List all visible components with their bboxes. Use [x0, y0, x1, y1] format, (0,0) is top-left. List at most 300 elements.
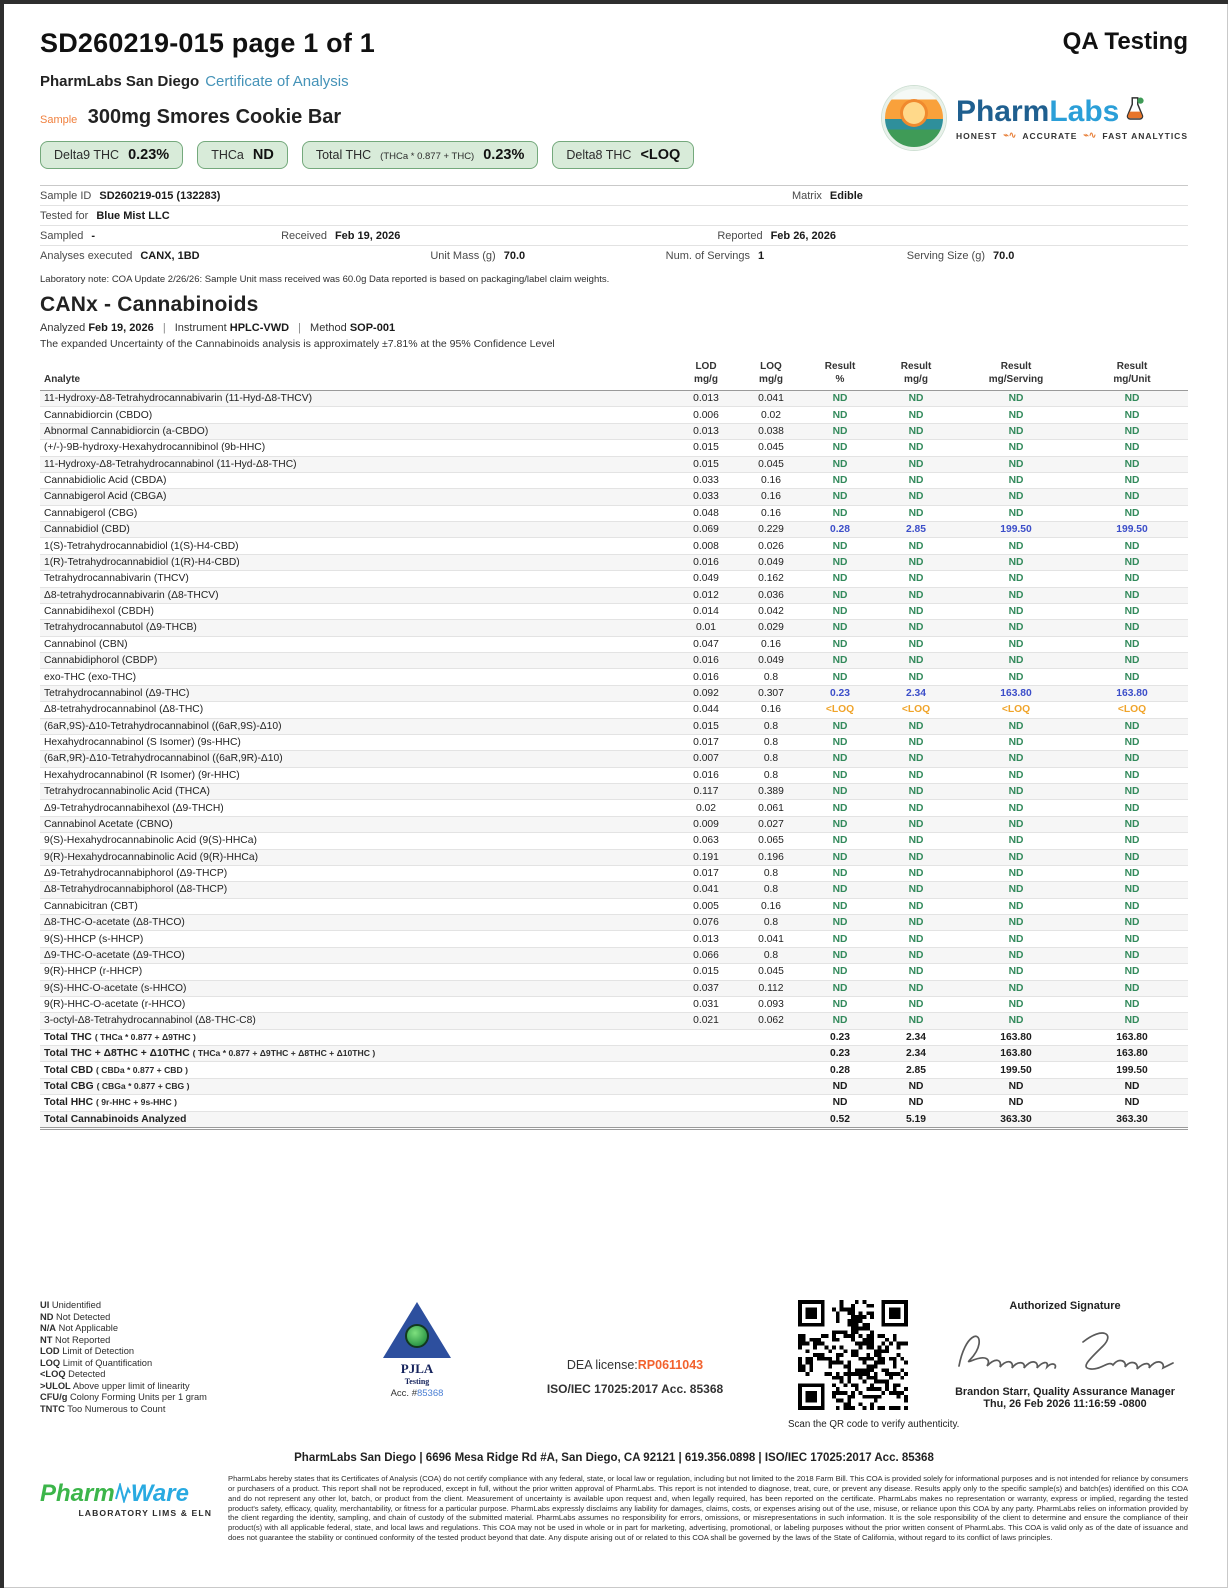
sample-line — [40, 106, 694, 129]
result-pct-cell: ND — [804, 816, 876, 832]
result-serving-cell: ND — [956, 980, 1076, 996]
result-mgg-cell: ND — [876, 653, 956, 669]
authorized-signature-label: Authorized Signature — [1009, 1300, 1121, 1312]
instrument-value: HPLC-VWD — [229, 322, 290, 334]
result-serving-cell: ND — [956, 603, 1076, 619]
legend-item: LOD Limit of Detection — [40, 1346, 135, 1357]
table-row — [40, 849, 1188, 865]
analyte-name: 9(R)-Hexahydrocannabinolic Acid (9(R)-HHCa) — [44, 851, 259, 863]
result-pct-cell: ND — [804, 571, 876, 587]
result-mgg-cell: <LOQ — [876, 702, 956, 718]
result-unit-cell: ND — [1076, 407, 1188, 423]
lod-cell: 0.033 — [674, 489, 738, 505]
result-mgg-cell: ND — [876, 784, 956, 800]
analyte-name: exo-THC (exo-THC) — [44, 671, 137, 683]
result-pct-cell: ND — [804, 391, 876, 407]
lod-cell: 0.016 — [674, 554, 738, 570]
badge-value: ND — [252, 147, 274, 163]
result-serving-cell: ND — [956, 816, 1076, 832]
loq-cell: 0.8 — [738, 882, 804, 898]
result-unit-cell: ND — [1076, 980, 1188, 996]
legend-item: CFU/g Colony Forming Units per 1 gram — [40, 1392, 207, 1403]
result-unit-cell: ND — [1076, 898, 1188, 914]
logo-tagline — [956, 130, 1188, 141]
analyte-name: Tetrahydrocannabutol (Δ9-THCB) — [44, 622, 197, 634]
table-row — [40, 734, 1188, 750]
legend-item: <LOQ Detected — [40, 1369, 106, 1380]
table-row — [40, 407, 1188, 423]
table-row — [40, 702, 1188, 718]
loq-cell — [738, 1062, 804, 1078]
lod-cell — [674, 1062, 738, 1078]
uncertainty-note: The expanded Uncertainty of the Cannabinoids analysis is approximately ±7.81% at the 95% Confidence Level — [40, 338, 555, 350]
result-unit-cell: ND — [1076, 653, 1188, 669]
lod-cell: 0.117 — [674, 784, 738, 800]
lod-cell: 0.016 — [674, 767, 738, 783]
result-pct-cell: ND — [804, 1078, 876, 1094]
unit-mass-value: 70.0 — [503, 250, 526, 262]
result-serving-cell: 163.80 — [956, 685, 1076, 701]
qr-caption: Scan the QR code to verify authenticity. — [788, 1419, 960, 1430]
analyte-name: Total THC — [44, 1031, 92, 1043]
result-pct-cell: ND — [804, 751, 876, 767]
result-mgg-cell: ND — [876, 980, 956, 996]
analyte-name: 9(S)-HHC-O-acetate (s-HHCO) — [44, 982, 187, 994]
table-row — [40, 816, 1188, 832]
result-unit-cell: 199.50 — [1076, 1062, 1188, 1078]
summary-badges — [40, 141, 694, 169]
result-serving-cell: ND — [956, 653, 1076, 669]
result-serving-cell: ND — [956, 489, 1076, 505]
result-mgg-cell: ND — [876, 849, 956, 865]
result-pct-cell: 0.52 — [804, 1111, 876, 1128]
result-unit-cell: ND — [1076, 734, 1188, 750]
result-pct-cell: 0.23 — [804, 1046, 876, 1062]
header-left — [40, 73, 694, 169]
result-pct-cell: ND — [804, 620, 876, 636]
tagline-fast: FAST ANALYTICS — [1102, 130, 1188, 141]
sample-id-value: SD260219-015 (132283) — [99, 190, 221, 202]
legend-item: LOQ Limit of Quantification — [40, 1357, 153, 1368]
reported-label: Reported — [717, 230, 763, 242]
result-mgg-cell: 2.85 — [876, 1062, 956, 1078]
result-unit-cell: 163.80 — [1076, 1029, 1188, 1045]
result-serving-cell: ND — [956, 996, 1076, 1012]
analyte-name: Δ9-Tetrahydrocannabiphorol (Δ9-THCP) — [44, 868, 228, 880]
result-pct-cell: 0.28 — [804, 522, 876, 538]
legend-item: ND Not Detected — [40, 1311, 111, 1322]
tagline-accurate: ACCURATE — [1022, 130, 1078, 141]
result-unit-cell: ND — [1076, 915, 1188, 931]
loq-cell: 0.8 — [738, 947, 804, 963]
loq-cell: 0.8 — [738, 865, 804, 881]
loq-cell: 0.041 — [738, 931, 804, 947]
lod-cell: 0.016 — [674, 653, 738, 669]
result-serving-cell: ND — [956, 505, 1076, 521]
result-mgg-cell: ND — [876, 915, 956, 931]
legal-disclaimer: PharmLabs hereby states that its Certificates of Analysis (COA) do not certify compliance with any federal, state, or local law or regulation, including but not limited to the 2018 Farm Bill. This COA is provided solely for informational purposes and is not intended for reliance by consumers or purchasers of a product. This report shall not be reproduced, except in full, without the prior written approval of PharmLabs. This report is not intended to diagnose, treat, cure, or prevent any disease. Results apply only to the specific sample(s) and batch(es) identified on this COA and do not represent any other lot, batch, or product from the client. Measurement of uncertainty is available upon request and, when legally required, has been reported on the certificate. PharmLabs makes no representation or warranty, express or implied, regarding the tested product's safety, efficacy, quality, merchantability, or fitness for a particular purpose. PharmLabs expressly disclaims any liability for damages, claims, costs, or expenses arising out of the use, misuse, or reliance upon this COA by any party. PharmLabs relies on information provided by the client regarding the identity, sampling, and chain of custody of the submitted material. PharmLabs assumes no responsibility for errors, omissions, or misrepresentations in such information. It is the sole responsibility of the client to determine and ensure the compliance of their product(s) with all applicable federal, state, and local laws and regulations. This COA may not be used in whole or in part for marketing, advertising, promotional, or labeling purposes without the prior written consent of PharmLabs. This COA is valid only as of the date of issuance and does not guarantee the stability or continued conformity of the tested product beyond that date. Any dispute arising out of or related to this COA shall be governed by the laws of the State of California, without regard to its conflict of laws principles. — [228, 1474, 1188, 1543]
table-row — [40, 1062, 1188, 1078]
analyte-name: 11-Hydroxy-Δ8-Tetrahydrocannabivarin (11-Hyd-Δ8-THCV) — [44, 393, 313, 405]
analyzed-label: Analyzed — [40, 322, 86, 334]
result-pct-cell: ND — [804, 472, 876, 488]
loq-cell: 0.16 — [738, 505, 804, 521]
result-serving-cell: ND — [956, 964, 1076, 980]
lod-cell: 0.016 — [674, 669, 738, 685]
result-unit-cell: ND — [1076, 751, 1188, 767]
result-mgg-cell: ND — [876, 833, 956, 849]
result-serving-cell: ND — [956, 800, 1076, 816]
loq-cell: 0.041 — [738, 391, 804, 407]
badge-label: Delta9 THC — [54, 148, 120, 162]
pharmlabs-wordmark — [956, 95, 1188, 127]
result-mgg-cell: 2.34 — [876, 1029, 956, 1045]
loq-cell — [738, 1111, 804, 1128]
method-value: SOP-001 — [349, 322, 396, 334]
analyte-name: 9(R)-HHCP (r-HHCP) — [44, 966, 143, 978]
analyte-name: Cannabigerol (CBG) — [44, 507, 138, 519]
loq-cell: 0.061 — [738, 800, 804, 816]
lod-cell: 0.044 — [674, 702, 738, 718]
sampled-label: Sampled — [40, 230, 84, 242]
loq-cell: 0.8 — [738, 751, 804, 767]
result-mgg-cell: ND — [876, 571, 956, 587]
dea-license-label: DEA license: — [566, 1358, 638, 1372]
analyte-name: 11-Hydroxy-Δ8-Tetrahydrocannabinol (11-Hyd-Δ8-THC) — [44, 458, 297, 470]
result-unit-cell: ND — [1076, 636, 1188, 652]
result-mgg-cell: 2.85 — [876, 522, 956, 538]
loq-cell — [738, 1095, 804, 1111]
badge-thca — [197, 141, 288, 169]
table-row — [40, 898, 1188, 914]
result-unit-cell: ND — [1076, 800, 1188, 816]
loq-cell: 0.8 — [738, 915, 804, 931]
result-mgg-cell: ND — [876, 603, 956, 619]
sampled-value: - — [91, 230, 96, 242]
result-pct-cell: ND — [804, 1013, 876, 1029]
result-unit-cell: ND — [1076, 669, 1188, 685]
result-mgg-cell: ND — [876, 1095, 956, 1111]
lod-cell: 0.015 — [674, 456, 738, 472]
result-pct-cell: ND — [804, 653, 876, 669]
result-serving-cell: ND — [956, 718, 1076, 734]
loq-cell: 0.16 — [738, 702, 804, 718]
result-mgg-cell: 5.19 — [876, 1111, 956, 1128]
result-pct-cell: ND — [804, 505, 876, 521]
result-unit-cell: ND — [1076, 587, 1188, 603]
analyte-name: Cannabinol Acetate (CBNO) — [44, 818, 173, 830]
result-serving-cell: ND — [956, 915, 1076, 931]
analyte-name: Δ9-THC-O-acetate (Δ9-THCO) — [44, 949, 185, 961]
result-pct-cell: 0.23 — [804, 1029, 876, 1045]
header-row — [40, 73, 1188, 169]
tested-for-value: Blue Mist LLC — [96, 210, 170, 222]
wordmark-labs: Labs — [1049, 95, 1120, 128]
result-serving-cell: ND — [956, 391, 1076, 407]
result-unit-cell: ND — [1076, 391, 1188, 407]
result-mgg-cell: ND — [876, 587, 956, 603]
badge-value: 0.23% — [483, 147, 525, 163]
loq-cell: 0.307 — [738, 685, 804, 701]
result-pct-cell: ND — [804, 489, 876, 505]
signature-script — [945, 1322, 1185, 1380]
analyte-formula: ( CBDa * 0.877 + CBD ) — [96, 1064, 188, 1075]
result-unit-cell: <LOQ — [1076, 702, 1188, 718]
instrument-label: Instrument — [174, 322, 227, 334]
table-row — [40, 1046, 1188, 1062]
lod-cell: 0.069 — [674, 522, 738, 538]
pharmlabs-seal-icon — [882, 86, 946, 150]
result-serving-cell: <LOQ — [956, 702, 1076, 718]
table-row — [40, 391, 1188, 407]
lod-cell — [674, 1078, 738, 1094]
table-row — [40, 833, 1188, 849]
lod-cell: 0.01 — [674, 620, 738, 636]
result-serving-cell: ND — [956, 1078, 1076, 1094]
result-serving-cell: ND — [956, 882, 1076, 898]
analyte-name: Δ8-tetrahydrocannabivarin (Δ8-THCV) — [44, 589, 219, 601]
qr-block — [788, 1300, 960, 1430]
loq-cell: 0.112 — [738, 980, 804, 996]
analyte-name: Δ8-tetrahydrocannabinol (Δ8-THC) — [44, 704, 204, 716]
analyte-name: Tetrahydrocannabinol (Δ9-THC) — [44, 687, 190, 699]
result-serving-cell: ND — [956, 784, 1076, 800]
abbreviation-legend — [40, 1300, 302, 1415]
result-pct-cell: 0.23 — [804, 685, 876, 701]
result-mgg-cell: ND — [876, 718, 956, 734]
result-serving-cell: ND — [956, 833, 1076, 849]
analyte-formula: ( THCa * 0.877 + Δ9THC ) — [94, 1031, 196, 1042]
loq-cell: 0.062 — [738, 1013, 804, 1029]
loq-cell: 0.8 — [738, 669, 804, 685]
lod-cell: 0.015 — [674, 440, 738, 456]
document-id: SD260219-015 page 1 of 1 — [40, 28, 375, 58]
result-pct-cell: ND — [804, 423, 876, 439]
result-pct-cell: ND — [804, 996, 876, 1012]
table-row — [40, 1078, 1188, 1094]
analyte-name: Cannabidiphorol (CBDP) — [44, 655, 158, 667]
loq-cell — [738, 1078, 804, 1094]
result-mgg-cell: ND — [876, 947, 956, 963]
analyte-name: Cannabinol (CBN) — [44, 638, 128, 650]
table-row — [40, 620, 1188, 636]
result-pct-cell: ND — [804, 849, 876, 865]
result-pct-cell: ND — [804, 784, 876, 800]
result-pct-cell: ND — [804, 800, 876, 816]
result-pct-cell: ND — [804, 833, 876, 849]
result-unit-cell: ND — [1076, 865, 1188, 881]
lod-cell: 0.076 — [674, 915, 738, 931]
result-pct-cell: ND — [804, 734, 876, 750]
table-row — [40, 767, 1188, 783]
pjla-acc-number: Acc. #85368 — [390, 1388, 444, 1399]
analyte-name: Cannabidiolic Acid (CBDA) — [44, 475, 167, 487]
result-serving-cell: ND — [956, 669, 1076, 685]
result-serving-cell: ND — [956, 1095, 1076, 1111]
lod-cell: 0.007 — [674, 751, 738, 767]
table-row — [40, 1029, 1188, 1045]
table-row — [40, 751, 1188, 767]
result-pct-cell: ND — [804, 882, 876, 898]
signatory-name: Brandon Starr, Quality Assurance Manager — [955, 1386, 1175, 1398]
result-mgg-cell: ND — [876, 800, 956, 816]
result-unit-cell: ND — [1076, 784, 1188, 800]
meta-row-4 — [40, 246, 1188, 266]
analyte-name: Total CBD — [44, 1064, 94, 1076]
flask-icon — [1124, 95, 1146, 121]
pjla-sub: Testing — [404, 1377, 430, 1386]
waveform-icon — [115, 1483, 131, 1503]
result-serving-cell: ND — [956, 865, 1076, 881]
result-unit-cell: ND — [1076, 571, 1188, 587]
result-mgg-cell: ND — [876, 882, 956, 898]
analyte-name: (+/-)-9B-hydroxy-Hexahydrocannibinol (9b-HHC) — [44, 442, 266, 454]
loq-cell: 0.8 — [738, 767, 804, 783]
loq-cell: 0.8 — [738, 718, 804, 734]
table-row — [40, 964, 1188, 980]
result-unit-cell: ND — [1076, 947, 1188, 963]
result-mgg-cell: ND — [876, 423, 956, 439]
received-label: Received — [281, 230, 327, 242]
cannabinoid-table — [40, 358, 1188, 1130]
result-mgg-cell: ND — [876, 554, 956, 570]
result-serving-cell: ND — [956, 423, 1076, 439]
signature-date: Thu, 26 Feb 2026 11:16:59 -0800 — [983, 1398, 1147, 1410]
result-unit-cell: ND — [1076, 456, 1188, 472]
result-serving-cell: ND — [956, 571, 1076, 587]
analyte-name: Total HHC — [44, 1097, 94, 1109]
table-row — [40, 800, 1188, 816]
badge-delta9-thc — [40, 141, 183, 169]
result-mgg-cell: ND — [876, 456, 956, 472]
analyte-table-body — [40, 391, 1188, 1129]
col-result-mgg: Result mg/g — [876, 358, 956, 391]
analyte-name: (6aR,9R)-Δ10-Tetrahydrocannabinol ((6aR,9R)-Δ10) — [44, 753, 283, 765]
analysis-info-line: Analyzed Feb 19, 2026 | Instrument HPLC-VWD | Method SOP-001 — [40, 322, 396, 334]
result-serving-cell: 363.30 — [956, 1111, 1076, 1128]
table-row — [40, 718, 1188, 734]
reported-value: Feb 26, 2026 — [770, 230, 837, 242]
loq-cell: 0.042 — [738, 603, 804, 619]
result-pct-cell: ND — [804, 669, 876, 685]
sample-meta — [40, 185, 1188, 266]
loq-cell: 0.8 — [738, 734, 804, 750]
result-serving-cell: 163.80 — [956, 1029, 1076, 1045]
badge-sub: (THCa * 0.877 + THC) — [380, 151, 475, 162]
sample-name: 300mg Smores Cookie Bar — [87, 106, 342, 128]
result-mgg-cell: 2.34 — [876, 1046, 956, 1062]
pjla-accreditation — [342, 1302, 492, 1399]
serving-size-value: 70.0 — [993, 250, 1015, 262]
result-unit-cell: 199.50 — [1076, 522, 1188, 538]
result-serving-cell: ND — [956, 472, 1076, 488]
section-title: CANx - Cannabinoids — [40, 293, 259, 316]
result-unit-cell: 363.30 — [1076, 1111, 1188, 1128]
result-pct-cell: ND — [804, 538, 876, 554]
pulse-icon: ⌁∿ — [1083, 130, 1097, 140]
lod-cell: 0.015 — [674, 718, 738, 734]
analyses-value: CANX, 1BD — [140, 250, 200, 262]
result-mgg-cell: ND — [876, 1013, 956, 1029]
badge-delta8-thc — [552, 141, 694, 169]
loq-cell — [738, 1029, 804, 1045]
lod-cell: 0.015 — [674, 964, 738, 980]
result-unit-cell: ND — [1076, 882, 1188, 898]
servings-value: 1 — [758, 250, 765, 262]
result-unit-cell: ND — [1076, 538, 1188, 554]
pjla-name: PJLA — [400, 1361, 434, 1376]
meta-row-2 — [40, 206, 1188, 226]
meta-row-1 — [40, 186, 1188, 206]
result-serving-cell: ND — [956, 849, 1076, 865]
table-row — [40, 456, 1188, 472]
loq-cell: 0.16 — [738, 636, 804, 652]
analyte-formula: ( CBGa * 0.877 + CBG ) — [96, 1080, 190, 1091]
analyte-name: Hexahydrocannabinol (R Isomer) (9r-HHC) — [44, 769, 240, 781]
sample-id-label: Sample ID — [40, 190, 92, 202]
result-unit-cell: ND — [1076, 472, 1188, 488]
col-analyte: Analyte — [40, 358, 674, 391]
legend-item: UI Unidentified — [40, 1300, 102, 1310]
table-row — [40, 669, 1188, 685]
result-serving-cell: ND — [956, 407, 1076, 423]
lod-cell: 0.037 — [674, 980, 738, 996]
lod-cell — [674, 1029, 738, 1045]
lod-cell: 0.02 — [674, 800, 738, 816]
badge-label: Delta8 THC — [566, 148, 632, 162]
result-mgg-cell: ND — [876, 489, 956, 505]
result-serving-cell: ND — [956, 587, 1076, 603]
lod-cell: 0.092 — [674, 685, 738, 701]
analyte-name: 3-octyl-Δ8-Tetrahydrocannabinol (Δ8-THC-C8) — [44, 1015, 256, 1027]
result-unit-cell: 163.80 — [1076, 1046, 1188, 1062]
table-row — [40, 931, 1188, 947]
license-block — [520, 1358, 750, 1396]
pharmware-ware: Ware — [130, 1480, 189, 1507]
analyte-name: Hexahydrocannabinol (S Isomer) (9s-HHC) — [44, 737, 241, 749]
table-row — [40, 522, 1188, 538]
qr-code — [798, 1300, 908, 1410]
result-serving-cell: 163.80 — [956, 1046, 1076, 1062]
tested-for-label: Tested for — [40, 210, 89, 222]
loq-cell: 0.049 — [738, 554, 804, 570]
result-serving-cell: 199.50 — [956, 522, 1076, 538]
table-row — [40, 571, 1188, 587]
table-row — [40, 554, 1188, 570]
loq-cell: 0.029 — [738, 620, 804, 636]
analyzed-date: Feb 19, 2026 — [88, 322, 154, 334]
result-mgg-cell: ND — [876, 751, 956, 767]
lod-cell: 0.041 — [674, 882, 738, 898]
serving-size-label: Serving Size (g) — [906, 250, 985, 262]
legend-item: TNTC Too Numerous to Count — [40, 1403, 166, 1414]
result-mgg-cell: ND — [876, 391, 956, 407]
table-row — [40, 489, 1188, 505]
loq-cell: 0.093 — [738, 996, 804, 1012]
analyte-name: Δ8-THC-O-acetate (Δ8-THCO) — [44, 917, 185, 929]
result-serving-cell: ND — [956, 734, 1076, 750]
lod-cell: 0.013 — [674, 423, 738, 439]
loq-cell: 0.229 — [738, 522, 804, 538]
table-row — [40, 1111, 1188, 1128]
table-row — [40, 505, 1188, 521]
result-pct-cell: ND — [804, 931, 876, 947]
lod-cell: 0.013 — [674, 391, 738, 407]
result-unit-cell: ND — [1076, 718, 1188, 734]
analyte-name: Δ8-Tetrahydrocannabiphorol (Δ8-THCP) — [44, 884, 228, 896]
lod-cell — [674, 1095, 738, 1111]
analyte-name: 1(R)-Tetrahydrocannabidiol (1(R)-H4-CBD) — [44, 556, 240, 568]
